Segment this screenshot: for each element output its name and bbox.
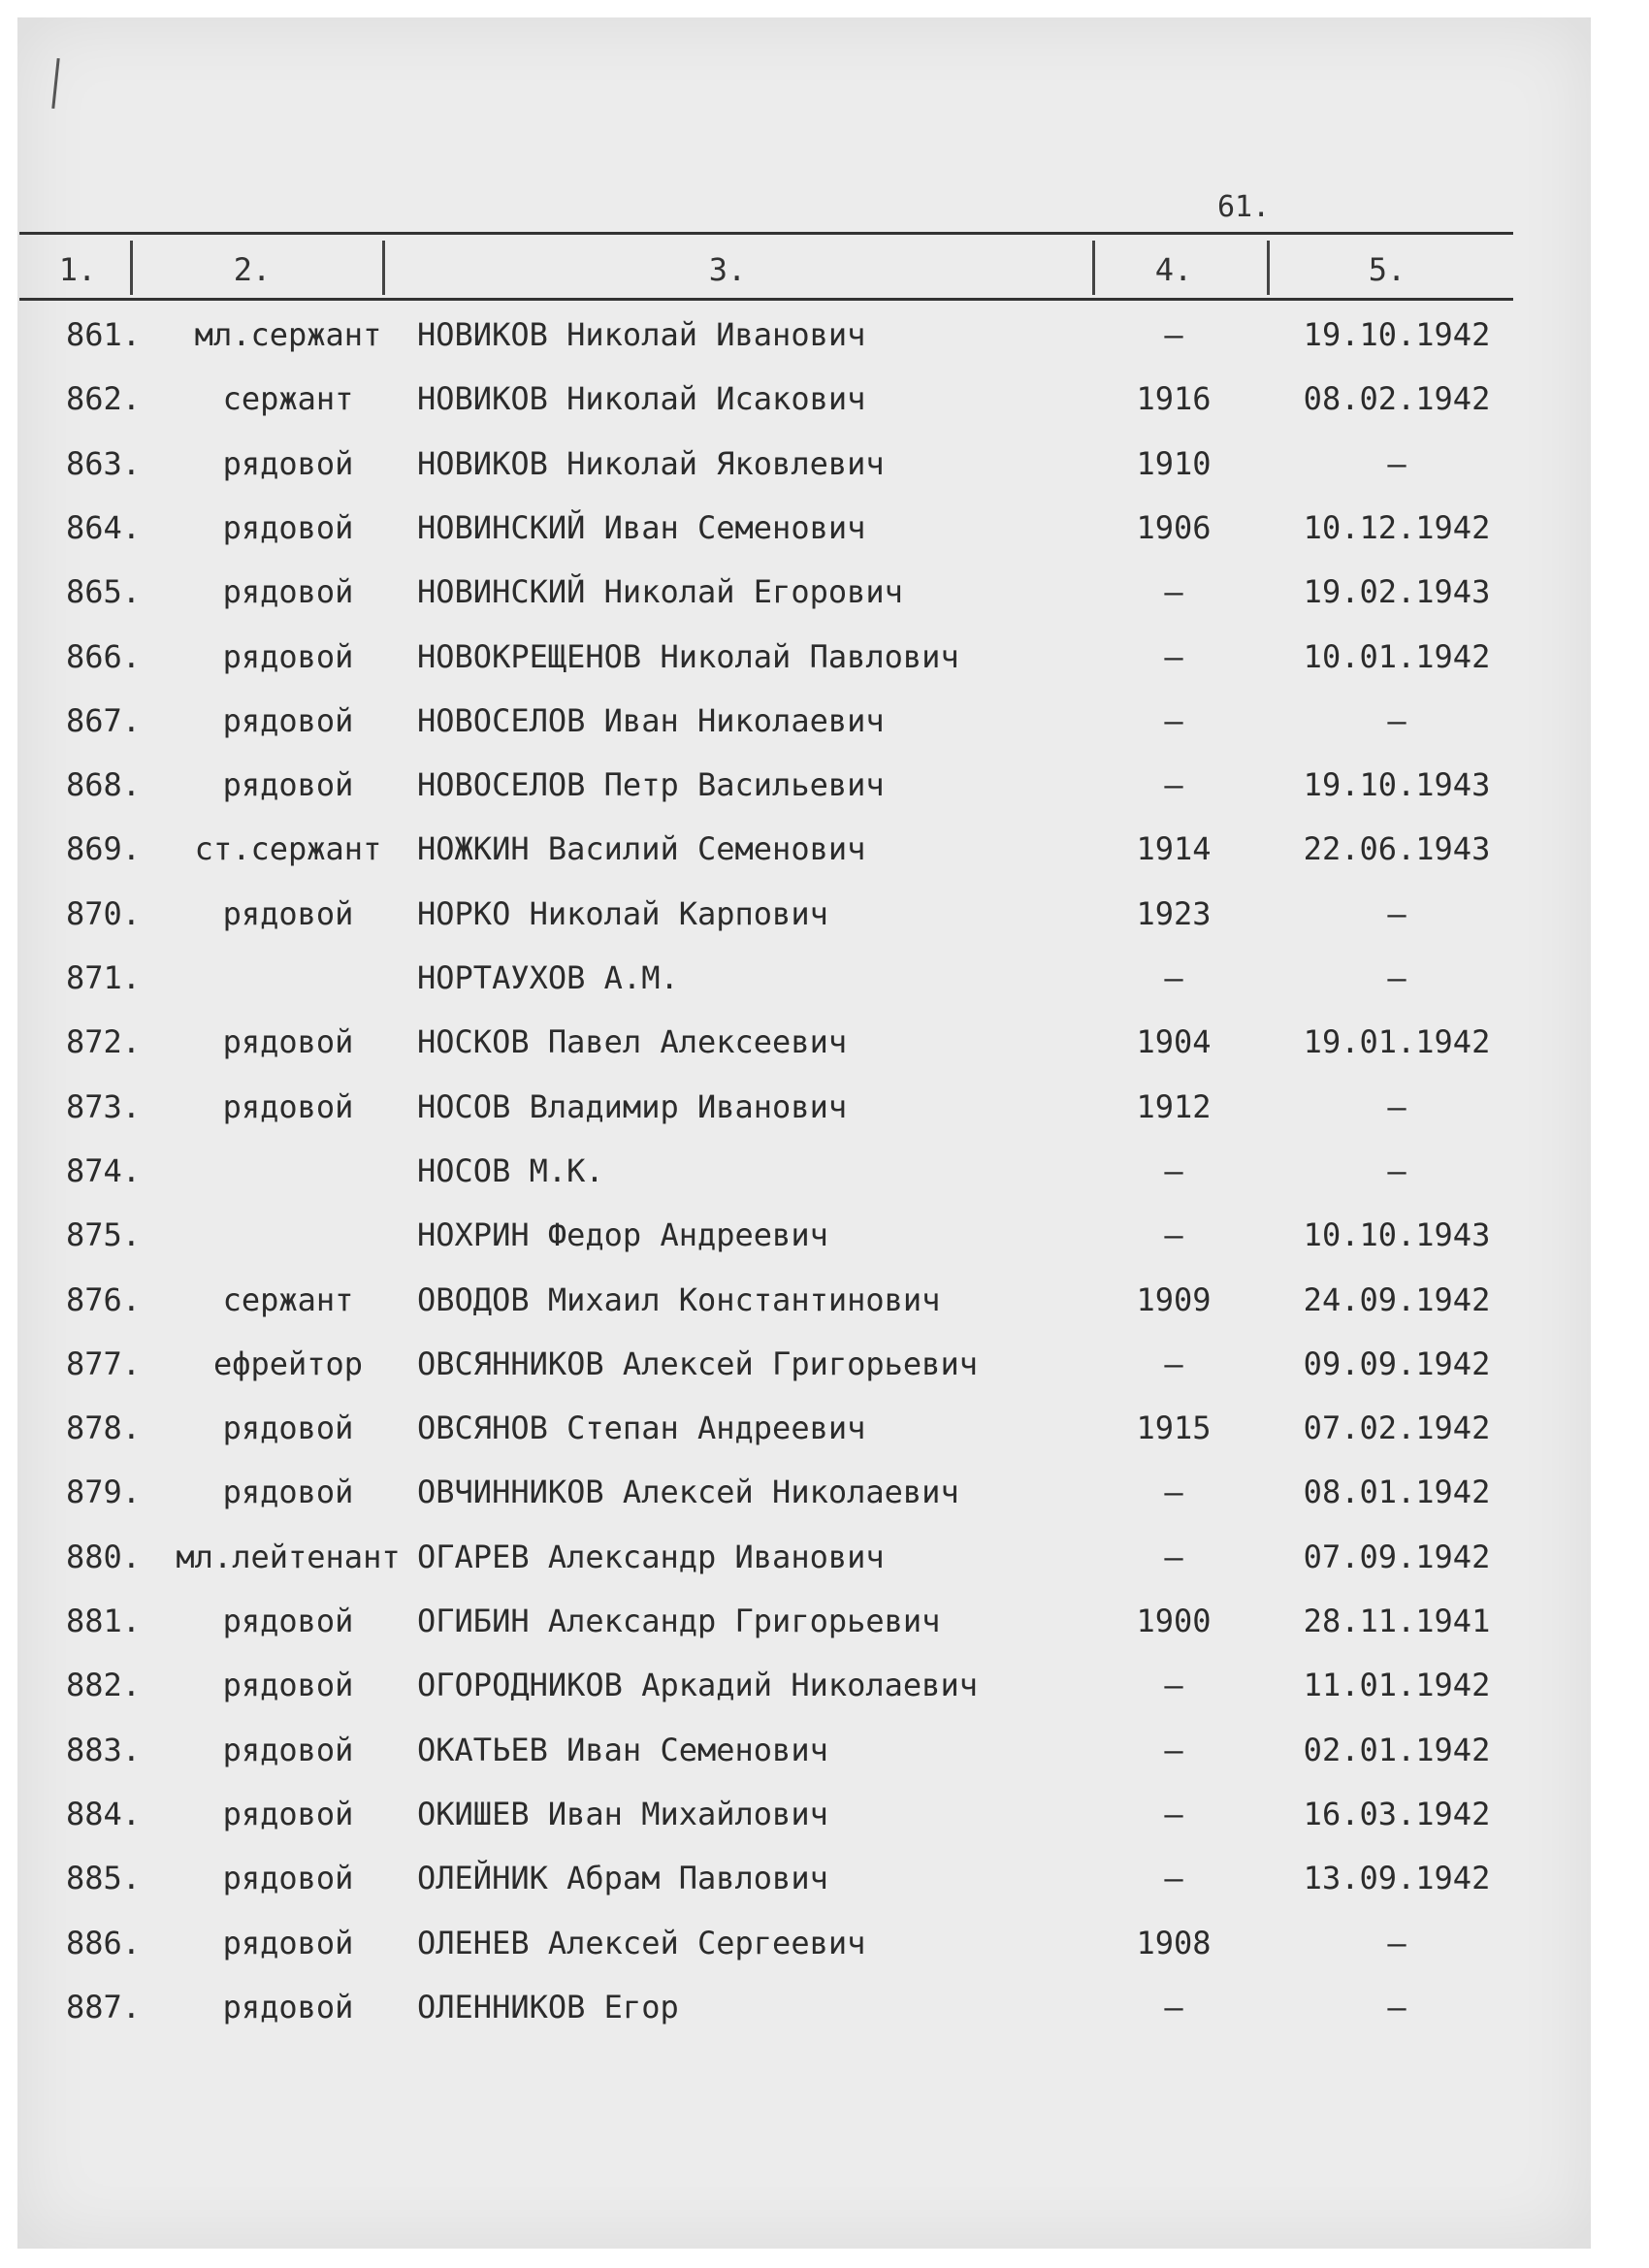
cell-num: 871. — [66, 959, 142, 996]
cell-year: 1912 — [1136, 1087, 1212, 1125]
cell-date: 07.02.1942 — [1303, 1409, 1491, 1447]
cell-year: – — [1164, 573, 1183, 611]
cell-year: – — [1164, 959, 1183, 996]
cell-date: – — [1387, 1988, 1406, 2025]
cell-name: НОВИКОВ Николай Иванович — [417, 316, 866, 353]
cell-year: – — [1164, 1474, 1183, 1511]
cell-rank: рядовой — [222, 1988, 354, 2025]
cell-rank: мл.лейтенант — [176, 1538, 401, 1575]
cell-year: 1909 — [1136, 1280, 1212, 1318]
cell-rank: сержант — [222, 380, 354, 418]
cell-rank: ст.сержант — [194, 830, 382, 868]
cell-num: 877. — [66, 1345, 142, 1382]
cell-rank: рядовой — [222, 766, 354, 804]
cell-year: – — [1164, 316, 1183, 353]
cell-date: 19.10.1943 — [1303, 766, 1491, 804]
cell-rank: рядовой — [222, 1731, 354, 1768]
cell-date: – — [1387, 1924, 1406, 1961]
table-row — [0, 1409, 1552, 1474]
table-row — [0, 959, 1552, 1023]
cell-num: 880. — [66, 1538, 142, 1575]
cell-year: – — [1164, 1988, 1183, 2025]
table-row — [0, 1989, 1552, 2053]
cell-rank: рядовой — [222, 1474, 354, 1511]
column-separator — [1092, 241, 1095, 295]
cell-num: 872. — [66, 1023, 142, 1061]
table-row — [0, 1023, 1552, 1087]
cell-year: – — [1164, 1860, 1183, 1897]
cell-num: 884. — [66, 1795, 142, 1832]
cell-name: НОСОВ Владимир Иванович — [417, 1087, 848, 1125]
table-row — [0, 1281, 1552, 1345]
cell-name: НОСОВ М.К. — [417, 1151, 604, 1189]
cell-rank: рядовой — [222, 1667, 354, 1704]
cell-num: 863. — [66, 444, 142, 482]
cell-year: – — [1164, 637, 1183, 675]
cell-date: – — [1387, 1151, 1406, 1189]
cell-num: 865. — [66, 573, 142, 611]
cell-date: 16.03.1942 — [1303, 1795, 1491, 1832]
cell-year: 1900 — [1136, 1603, 1212, 1639]
cell-rank: рядовой — [222, 1087, 354, 1125]
table-row — [0, 1860, 1552, 1924]
cell-name: НОВОСЕЛОВ Петр Васильевич — [417, 766, 885, 804]
cell-date: 19.02.1943 — [1303, 573, 1491, 611]
cell-num: 886. — [66, 1924, 142, 1961]
cell-date: 24.09.1942 — [1303, 1280, 1491, 1318]
cell-name: НОВОСЕЛОВ Иван Николаевич — [417, 701, 885, 739]
cell-year: 1923 — [1136, 894, 1212, 932]
cell-num: 887. — [66, 1988, 142, 2025]
cell-year: – — [1164, 1216, 1183, 1254]
cell-rank: рядовой — [222, 508, 354, 546]
cell-date: 11.01.1942 — [1303, 1667, 1491, 1704]
cell-rank: рядовой — [222, 1924, 354, 1961]
cell-num: 864. — [66, 508, 142, 546]
cell-year: – — [1164, 1667, 1183, 1704]
cell-name: ОЛЕЙНИК Абрам Павлович — [417, 1860, 828, 1897]
cell-year: 1914 — [1136, 830, 1212, 868]
cell-date: 08.02.1942 — [1303, 380, 1491, 418]
cell-date: 02.01.1942 — [1303, 1731, 1491, 1768]
table-row — [0, 445, 1552, 509]
cell-num: 866. — [66, 637, 142, 675]
cell-year: 1906 — [1136, 508, 1212, 546]
cell-name: ОКАТЬЕВ Иван Семенович — [417, 1731, 828, 1768]
cell-name: ОГАРЕВ Александр Иванович — [417, 1538, 885, 1575]
cell-year: – — [1164, 1538, 1183, 1575]
cell-name: ОВЧИННИКОВ Алексей Николаевич — [417, 1474, 959, 1511]
cell-year: 1916 — [1136, 380, 1212, 418]
table-row — [0, 830, 1552, 894]
table-header-rule — [19, 298, 1513, 301]
header-col-4: 4. — [1154, 251, 1193, 288]
table-row — [0, 1345, 1552, 1409]
table-row — [0, 895, 1552, 959]
cell-rank: рядовой — [222, 1795, 354, 1832]
cell-date: 19.01.1942 — [1303, 1023, 1491, 1061]
cell-year: – — [1164, 1151, 1183, 1189]
cell-name: НОВИНСКИЙ Николай Егорович — [417, 573, 903, 611]
cell-date: 28.11.1941 — [1303, 1603, 1491, 1639]
header-col-1: 1. — [58, 251, 97, 288]
cell-num: 861. — [66, 316, 142, 353]
cell-date: 19.10.1942 — [1303, 316, 1491, 353]
cell-num: 881. — [66, 1603, 142, 1639]
cell-name: ОКИШЕВ Иван Михайлович — [417, 1795, 828, 1832]
cell-rank: рядовой — [222, 573, 354, 611]
table-row — [0, 1667, 1552, 1731]
cell-rank: рядовой — [222, 894, 354, 932]
cell-name: НОСКОВ Павел Алексеевич — [417, 1023, 848, 1061]
cell-name: ОВСЯННИКОВ Алексей Григорьевич — [417, 1345, 978, 1382]
cell-date: – — [1387, 701, 1406, 739]
cell-name: НОХРИН Федор Андреевич — [417, 1216, 828, 1254]
cell-date: – — [1387, 959, 1406, 996]
table-row — [0, 1539, 1552, 1603]
cell-name: ОГИБИН Александр Григорьевич — [417, 1603, 941, 1639]
header-col-5: 5. — [1368, 251, 1406, 288]
cell-rank: рядовой — [222, 1603, 354, 1639]
cell-num: 879. — [66, 1474, 142, 1511]
cell-num: 878. — [66, 1409, 142, 1447]
cell-year: – — [1164, 1345, 1183, 1382]
cell-num: 874. — [66, 1151, 142, 1189]
table-row — [0, 1152, 1552, 1216]
table-row — [0, 638, 1552, 702]
cell-name: НОВИКОВ Николай Исакович — [417, 380, 866, 418]
cell-name: ОЛЕНЕВ Алексей Сергеевич — [417, 1924, 866, 1961]
cell-rank: рядовой — [222, 1023, 354, 1061]
cell-year: – — [1164, 766, 1183, 804]
table-row — [0, 702, 1552, 766]
cell-rank: рядовой — [222, 701, 354, 739]
cell-year: 1904 — [1136, 1023, 1212, 1061]
cell-num: 883. — [66, 1731, 142, 1768]
cell-name: ОВСЯНОВ Степан Андреевич — [417, 1409, 866, 1447]
cell-rank: рядовой — [222, 444, 354, 482]
table-row — [0, 766, 1552, 830]
cell-num: 875. — [66, 1216, 142, 1254]
table-row — [0, 1925, 1552, 1989]
cell-year: 1915 — [1136, 1409, 1212, 1447]
cell-name: НОРТАУХОВ А.М. — [417, 959, 679, 996]
cell-date: 10.12.1942 — [1303, 508, 1491, 546]
cell-rank: рядовой — [222, 1409, 354, 1447]
table-row — [0, 573, 1552, 637]
cell-name: НОВИНСКИЙ Иван Семенович — [417, 508, 866, 546]
page-number: 61. — [1217, 190, 1271, 224]
table-row — [0, 1796, 1552, 1860]
cell-date: 10.10.1943 — [1303, 1216, 1491, 1254]
header-col-3: 3. — [708, 251, 747, 288]
table-top-rule — [19, 232, 1513, 235]
column-separator — [382, 241, 385, 295]
cell-date: 08.01.1942 — [1303, 1474, 1491, 1511]
table-row — [0, 509, 1552, 573]
cell-date: – — [1387, 444, 1406, 482]
cell-date: – — [1387, 894, 1406, 932]
cell-date: 10.01.1942 — [1303, 637, 1491, 675]
cell-name: НОЖКИН Василий Семенович — [417, 830, 866, 868]
cell-name: ОГОРОДНИКОВ Аркадий Николаевич — [417, 1667, 978, 1704]
table-row — [0, 1088, 1552, 1152]
table-row — [0, 316, 1552, 380]
cell-year: 1910 — [1136, 444, 1212, 482]
cell-num: 869. — [66, 830, 142, 868]
cell-date: 09.09.1942 — [1303, 1345, 1491, 1382]
cell-num: 873. — [66, 1087, 142, 1125]
cell-num: 867. — [66, 701, 142, 739]
cell-rank: ефрейтор — [212, 1345, 364, 1382]
cell-num: 870. — [66, 894, 142, 932]
cell-num: 862. — [66, 380, 142, 418]
header-col-2: 2. — [233, 251, 272, 288]
cell-num: 885. — [66, 1860, 142, 1897]
column-separator — [130, 241, 133, 295]
cell-rank: мл.сержант — [194, 316, 382, 353]
cell-year: – — [1164, 1795, 1183, 1832]
cell-name: НОРКО Николай Карпович — [417, 894, 828, 932]
cell-name: ОВОДОВ Михаил Константинович — [417, 1280, 941, 1318]
cell-date: 07.09.1942 — [1303, 1538, 1491, 1575]
cell-num: 868. — [66, 766, 142, 804]
cell-year: 1908 — [1136, 1924, 1212, 1961]
table-row — [0, 1603, 1552, 1667]
table-row — [0, 1732, 1552, 1796]
cell-date: – — [1387, 1087, 1406, 1125]
table-row — [0, 1474, 1552, 1538]
cell-year: – — [1164, 1731, 1183, 1768]
table-row — [0, 1216, 1552, 1280]
cell-name: НОВИКОВ Николай Яковлевич — [417, 444, 885, 482]
cell-num: 882. — [66, 1667, 142, 1704]
cell-year: – — [1164, 701, 1183, 739]
cell-name: НОВОКРЕЩЕНОВ Николай Павлович — [417, 637, 959, 675]
cell-num: 876. — [66, 1280, 142, 1318]
cell-date: 22.06.1943 — [1303, 830, 1491, 868]
cell-rank: рядовой — [222, 637, 354, 675]
cell-name: ОЛЕННИКОВ Егор — [417, 1988, 679, 2025]
table-row — [0, 380, 1552, 444]
cell-rank: сержант — [222, 1280, 354, 1318]
column-separator — [1267, 241, 1270, 295]
cell-date: 13.09.1942 — [1303, 1860, 1491, 1897]
cell-rank: рядовой — [222, 1860, 354, 1897]
